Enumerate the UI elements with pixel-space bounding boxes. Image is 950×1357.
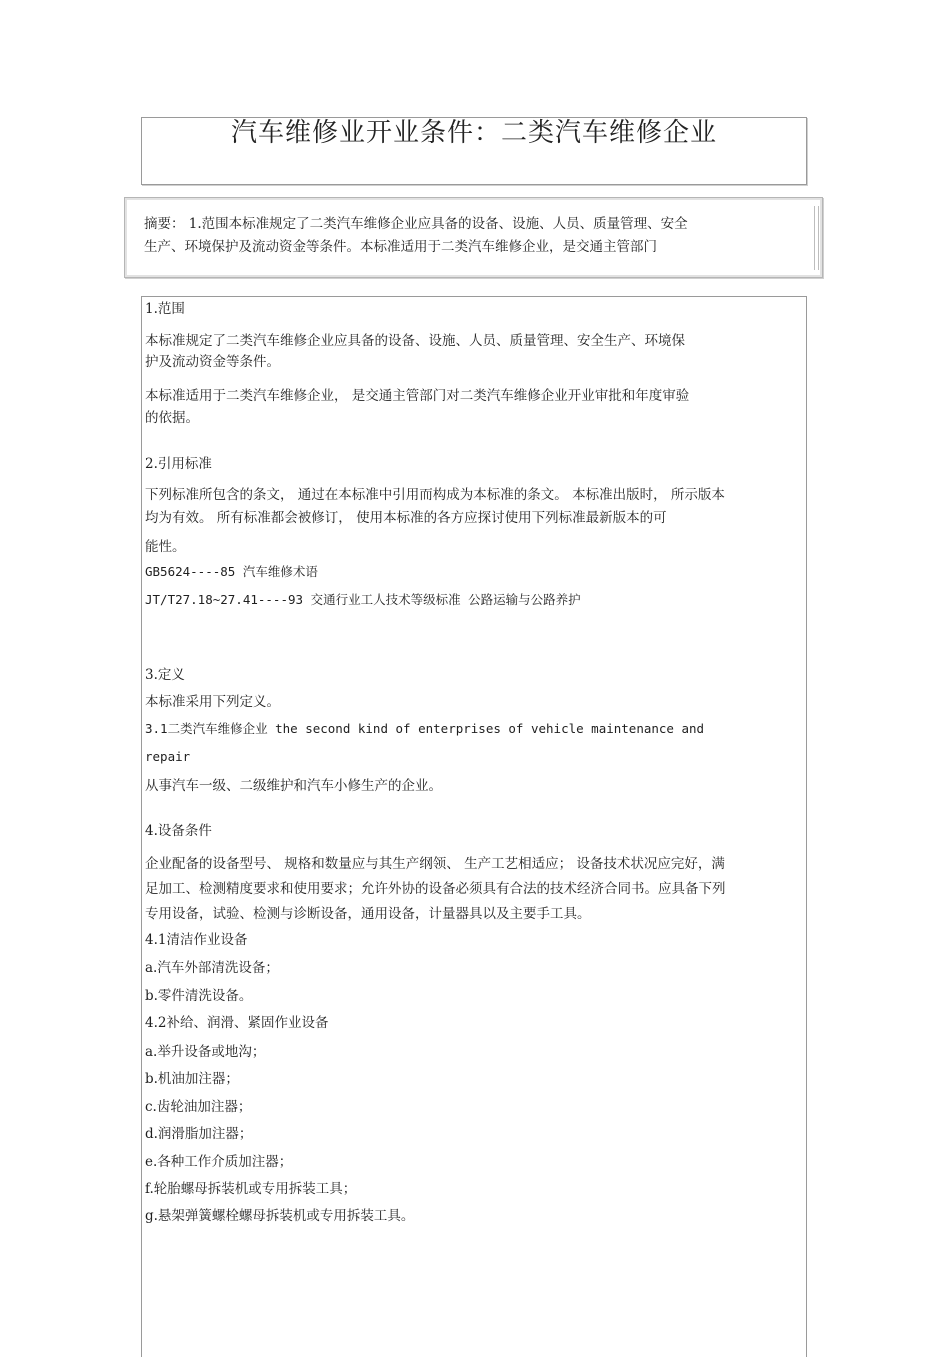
paragraph-line: 下列标准所包含的条文， 通过在本标准中引用而构成为本标准的条文。 本标准出版时， 所示版本 bbox=[145, 487, 725, 503]
section-heading: 2.引用标准 bbox=[145, 456, 212, 472]
page-edge-mark bbox=[814, 206, 819, 270]
reference-item: GB5624----85 汽车维修术语 bbox=[145, 564, 318, 579]
paragraph-line: 企业配备的设备型号、 规格和数量应与其生产纲领、 生产工艺相适应； 设备技术状况应完好，满 bbox=[145, 856, 725, 872]
definition-term: repair bbox=[145, 749, 191, 764]
content-box bbox=[141, 296, 807, 1357]
list-item: b.零件清洗设备。 bbox=[145, 988, 253, 1004]
list-item: d.润滑脂加注器； bbox=[145, 1126, 253, 1142]
list-item: e.各种工作介质加注器； bbox=[145, 1154, 293, 1170]
list-item: f.轮胎螺母拆装机或专用拆装工具； bbox=[145, 1181, 357, 1197]
list-item: c.齿轮油加注器； bbox=[145, 1099, 252, 1115]
section-heading: 3.定义 bbox=[145, 667, 185, 683]
definition-text: 从事汽车一级、二级维护和汽车小修生产的企业。 bbox=[145, 778, 442, 794]
section-heading: 4.设备条件 bbox=[145, 823, 212, 839]
paragraph-line: 本标准采用下列定义。 bbox=[145, 694, 280, 710]
paragraph-line: 护及流动资金等条件。 bbox=[145, 354, 280, 370]
paragraph-line: 本标准适用于二类汽车维修企业， 是交通主管部门对二类汽车维修企业开业审批和年度审验 bbox=[145, 388, 690, 404]
paragraph-line: 均为有效。 所有标准都会被修订， 使用本标准的各方应探讨使用下列标准最新版本的可 bbox=[145, 510, 667, 526]
abstract-box bbox=[124, 197, 823, 278]
paragraph-line: 足加工、检测精度要求和使用要求；允许外协的设备必须具有合法的技术经济合同书。应具备下列 bbox=[145, 881, 726, 897]
abstract-line: 摘要： 1.范围本标准规定了二类汽车维修企业应具备的设备、设施、人员、质量管理、安全 bbox=[144, 216, 688, 232]
paragraph-line: 的依据。 bbox=[145, 410, 199, 426]
title-box bbox=[141, 117, 807, 185]
list-item: g.悬架弹簧螺栓螺母拆装机或专用拆装工具。 bbox=[145, 1208, 415, 1224]
section-heading: 1.范围 bbox=[145, 301, 185, 317]
document-title: 汽车维修业开业条件：二类汽车维修企业 bbox=[230, 118, 717, 148]
paragraph-line: 能性。 bbox=[145, 539, 186, 555]
definition-term: 3.1二类汽车维修企业 the second kind of enterprises of vehicle maintenance and bbox=[145, 721, 705, 736]
list-item: a.汽车外部清洗设备； bbox=[145, 960, 279, 976]
paragraph-line: 本标准规定了二类汽车维修企业应具备的设备、设施、人员、质量管理、安全生产、环境保 bbox=[145, 333, 685, 349]
abstract-text bbox=[144, 213, 784, 259]
subsection-heading: 4.2补给、润滑、紧固作业设备 bbox=[145, 1015, 329, 1031]
paragraph-line: 专用设备，试验、检测与诊断设备，通用设备，计量器具以及主要手工具。 bbox=[145, 906, 591, 922]
list-item: b.机油加注器； bbox=[145, 1071, 239, 1087]
list-item: a.举升设备或地沟； bbox=[145, 1044, 266, 1060]
reference-item: JT/T27.18~27.41----93 交通行业工人技术等级标准 公路运输与公路养护 bbox=[145, 592, 581, 607]
subsection-heading: 4.1清洁作业设备 bbox=[145, 932, 248, 948]
abstract-line: 生产、环境保护及流动资金等条件。本标准适用于二类汽车维修企业，是交通主管部门 bbox=[144, 239, 657, 255]
